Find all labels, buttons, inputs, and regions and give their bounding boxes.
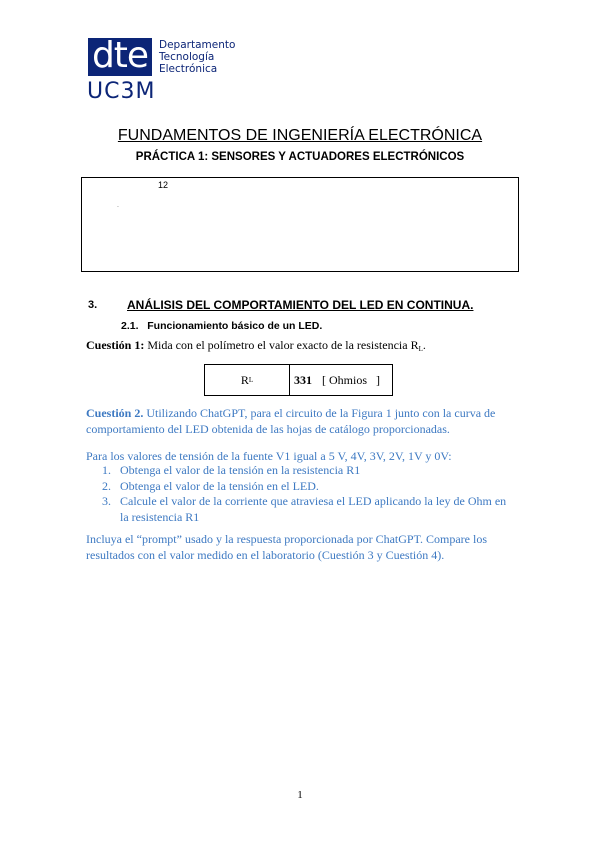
logo-department-line: Departamento <box>159 39 236 51</box>
measurement-value-cell <box>290 365 392 395</box>
measurement-symbol-subscript: L <box>248 376 254 384</box>
list-item <box>102 494 516 525</box>
frame-number: 12 <box>158 180 169 190</box>
logo-mark: dte <box>88 38 152 76</box>
question-1 <box>86 338 426 353</box>
student-info-frame <box>81 177 519 272</box>
question-2-list <box>102 463 516 525</box>
list-item-number: 2. <box>102 478 111 493</box>
list-item-number: 3. <box>102 494 111 508</box>
list-item-text: Obtenga el valor de la tensión en el LED. <box>120 478 319 493</box>
logo-university: UC3M <box>87 79 156 104</box>
measurement-value: 331 <box>294 372 312 387</box>
list-item <box>102 479 516 495</box>
question-2 <box>86 406 516 437</box>
page-number: 1 <box>297 789 303 801</box>
section-number: 3. <box>88 299 98 311</box>
question-1-subscript: L <box>418 345 423 353</box>
section-title: ANÁLISIS DEL COMPORTAMIENTO DEL LED EN CONTINUA. <box>127 298 474 312</box>
subsection-title: 2.1. Funcionamiento básico de un LED. <box>121 320 323 332</box>
logo-department-text <box>159 39 235 75</box>
document-subtitle: PRÁCTICA 1: SENSORES Y ACTUADORES ELECTRÓNICOS <box>135 151 465 163</box>
question-2-label: Cuestión 2. <box>86 406 144 420</box>
logo-department-line: Tecnología <box>159 51 215 63</box>
question-1-label: Cuestión 1: <box>86 338 145 352</box>
frame-mark: . <box>117 202 119 209</box>
question-1-text: Mida con el polímetro el valor exacto de la resistencia R <box>144 338 419 352</box>
question-2-intro: Para los valores de tensión de la fuente V1 igual a 5 V, 4V, 3V, 2V, 1V y 0V: <box>86 449 452 463</box>
list-item-number: 1. <box>102 463 111 477</box>
list-item <box>102 463 516 479</box>
question-1-end: . <box>422 338 426 352</box>
list-item-text: Obtenga el valor de la tensión en la resistencia R1 <box>120 463 361 477</box>
measurement-symbol-cell <box>205 365 290 395</box>
measurement-symbol: R <box>240 372 249 387</box>
question-2-closing: Incluya el “prompt” usado y la respuesta proporcionada por ChatGPT. Compare los resultados con el valor medido en el laboratorio (Cuestión 3 y Cuestión 4). <box>86 532 487 562</box>
document-title: FUNDAMENTOS DE INGENIERÍA ELECTRÓNICA <box>117 127 483 144</box>
measurement-unit: [ Ohmios ] <box>322 372 380 387</box>
list-item-text: Calcule el valor de la corriente que atraviesa el LED aplicando la ley de Ohm en la resistencia R1 <box>120 494 507 524</box>
question-2-text: Utilizando ChatGPT, para el circuito de la Figura 1 junto con la curva de comportamiento del LED obtenida de las hojas de catálogo proporcionadas. <box>86 406 496 436</box>
measurement-table <box>204 364 393 396</box>
logo-department-line: Electrónica <box>159 63 218 75</box>
